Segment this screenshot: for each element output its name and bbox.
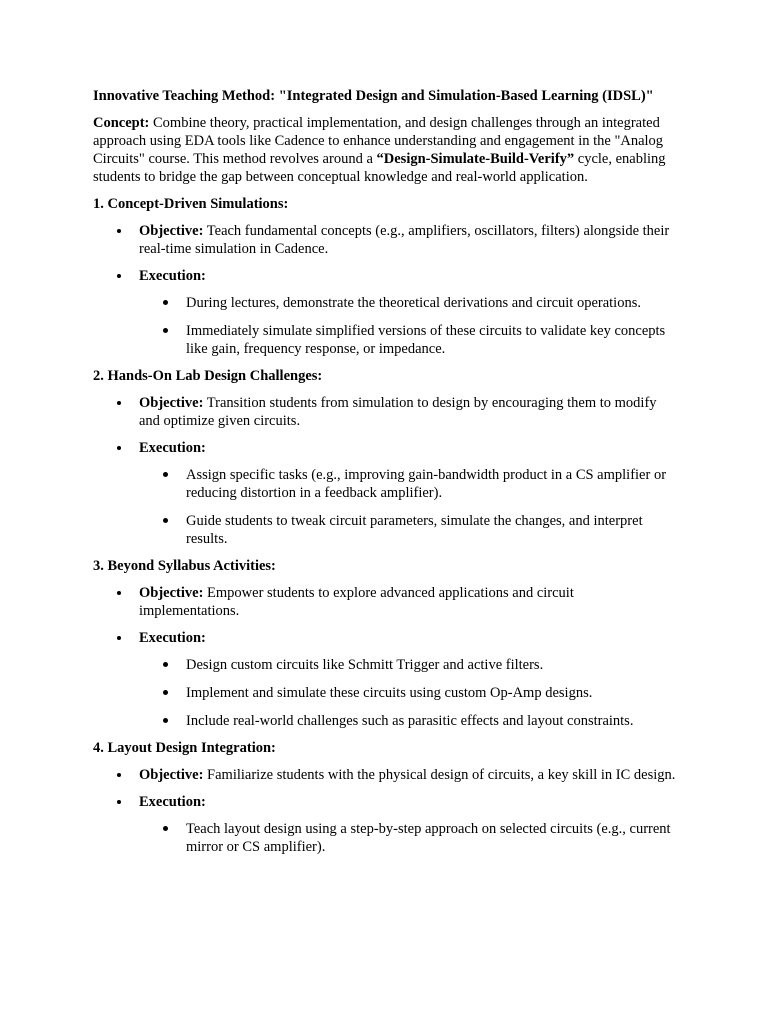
section-bullet-list <box>93 222 676 358</box>
objective-item <box>139 766 676 784</box>
execution-label: Execution: <box>139 268 206 284</box>
execution-item <box>139 793 676 856</box>
objective-item <box>139 222 676 258</box>
execution-subitem: Assign specific tasks (e.g., improving gain-bandwidth product in a CS amplifier or reducing distortion in a feedback amplifier). <box>186 466 676 502</box>
objective-label: Objective: <box>139 395 204 411</box>
objective-label: Objective: <box>139 223 204 239</box>
section-bullet-list <box>93 766 676 856</box>
section-4 <box>93 739 676 856</box>
objective-text: Familiarize students with the physical design of circuits, a key skill in IC design. <box>203 767 676 783</box>
section-1 <box>93 195 676 358</box>
section-bullet-list <box>93 394 676 548</box>
execution-sublist <box>139 294 676 358</box>
execution-sublist <box>139 820 676 856</box>
document-title: Innovative Teaching Method: "Integrated Design and Simulation-Based Learning (IDSL)" <box>93 88 654 104</box>
objective-text: Empower students to explore advanced applications and circuit implementations. <box>139 585 574 619</box>
concept-emphasis: “Design-Simulate-Build-Verify” <box>376 151 575 167</box>
execution-label: Execution: <box>139 440 206 456</box>
section-heading: 3. Beyond Syllabus Activities: <box>93 558 276 574</box>
execution-sublist <box>139 656 676 730</box>
execution-label: Execution: <box>139 794 206 810</box>
execution-subitem: Design custom circuits like Schmitt Trigger and active filters. <box>186 656 676 674</box>
concept-text-after: cycle, enabling students to bridge the gap between conceptual knowledge and real-world application. <box>93 151 666 185</box>
concept-label: Concept: <box>93 115 150 131</box>
objective-text: Transition students from simulation to design by encouraging them to modify and optimize given circuits. <box>139 395 657 429</box>
objective-text: Teach fundamental concepts (e.g., amplifiers, oscillators, filters) alongside their real-time simulation in Cadence. <box>139 223 670 257</box>
section-bullet-list <box>93 584 676 730</box>
section-3 <box>93 557 676 730</box>
section-heading: 1. Concept-Driven Simulations: <box>93 196 289 212</box>
execution-subitem: Include real-world challenges such as parasitic effects and layout constraints. <box>186 712 676 730</box>
concept-paragraph <box>93 114 676 186</box>
section-heading: 2. Hands-On Lab Design Challenges: <box>93 368 323 384</box>
section-2 <box>93 367 676 548</box>
execution-subitem: Guide students to tweak circuit parameters, simulate the changes, and interpret results. <box>186 512 676 548</box>
execution-subitem: Teach layout design using a step-by-step approach on selected circuits (e.g., current mirror or CS amplifier). <box>186 820 676 856</box>
execution-subitem: During lectures, demonstrate the theoretical derivations and circuit operations. <box>186 294 676 312</box>
execution-subitem: Immediately simulate simplified versions of these circuits to validate key concepts like gain, frequency response, or impedance. <box>186 322 676 358</box>
section-heading: 4. Layout Design Integration: <box>93 740 276 756</box>
objective-label: Objective: <box>139 767 204 783</box>
execution-sublist <box>139 466 676 548</box>
objective-item <box>139 394 676 430</box>
concept-text-before: Combine theory, practical implementation, and design challenges through an integrated approach using EDA tools like Cadence to enhance understanding and engagement in the "Analog Circuits" course. This method revolves around a <box>93 115 664 167</box>
execution-item <box>139 629 676 730</box>
execution-label: Execution: <box>139 630 206 646</box>
execution-item <box>139 267 676 358</box>
execution-subitem: Implement and simulate these circuits using custom Op-Amp designs. <box>186 684 676 702</box>
objective-label: Objective: <box>139 585 204 601</box>
objective-item <box>139 584 676 620</box>
execution-item <box>139 439 676 548</box>
